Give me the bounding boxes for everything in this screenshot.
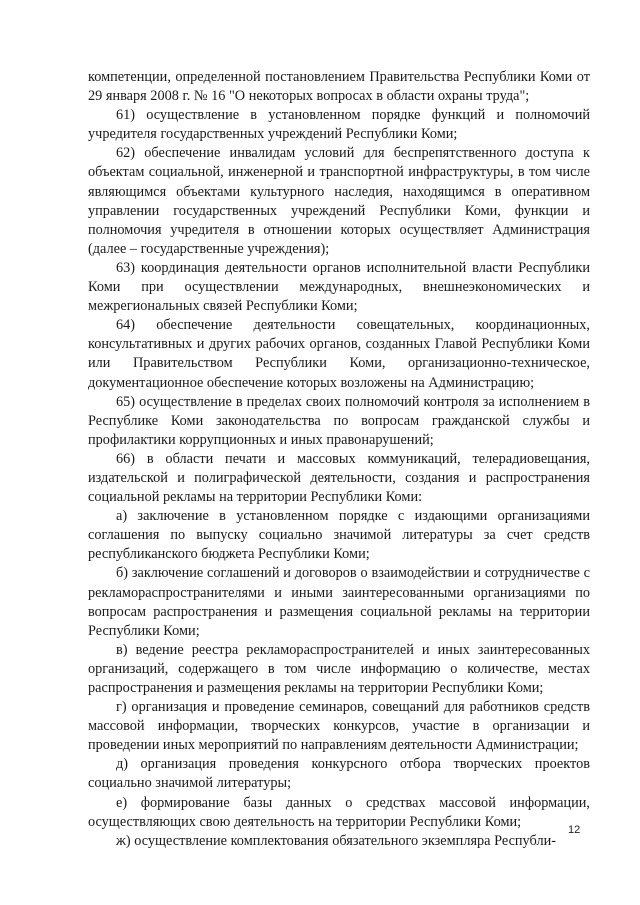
document-body [88, 68, 590, 851]
paragraph-item-63: 63) координация деятельности органов исполнительной власти Республики Коми при осуществлении международных, внешнеэкономических и межрегиональных связей Республики Коми; [88, 259, 590, 315]
subitem-v: в) ведение реестра рекламораспространителей и иных заинтересованных организаций, содержащего в том числе информацию о количестве, местах распространения и размещения рекламы на территории Республики Коми; [88, 641, 590, 696]
page-number: 12 [568, 824, 581, 836]
paragraph-item-65: 65) осуществление в пределах своих полномочий контроля за исполнением в Республике Коми законодательства по вопросам гражданской службы и профилактики коррупционных и иных правонарушений; [88, 393, 590, 448]
subitem-b: б) заключение соглашений и договоров о взаимодействии и сотрудничестве с рекламораспространителями и иными заинтересованными организациями по вопросам распространения и размещения социальной рекламы на территории Республики Коми; [88, 565, 590, 639]
paragraph-item-64: 64) обеспечение деятельности совещательных, координационных, консультативных и других рабочих органов, созданных Главой Республики Коми или Правительством Республики Коми, организационно-техническое, документационное обеспечение которых возложены на Администрацию; [88, 317, 590, 391]
paragraph-item-62: 62) обеспечение инвалидам условий для беспрепятственного доступа к объектам социальной, инженерной и транспортной инфраструктуры, в том числе являющимся объектами культурного наследия, находящимся в оперативном управлении государственных учреждений Республики Коми, функции и полномочия учредителя в отношении которых осуществляет Администрация (далее – государственные учреждения); [88, 145, 590, 257]
subitem-d: д) организация проведения конкурсного отбора творческих проектов социально значимой литературы; [88, 756, 590, 792]
paragraph-continuation: компетенции, определенной постановлением Правительства Республики Коми от 29 января 2008 г. № 16 "О некоторых вопросах в области охраны труда"; [88, 69, 590, 105]
subitem-a: а) заключение в установленном порядке с издающими организациями соглашения по выпуску социально значимой литературы за счет средств республиканского бюджета Республики Коми; [88, 508, 590, 563]
subitem-e: е) формирование базы данных о средствах массовой информации, осуществляющих свою деятельность на территории Республики Коми; [88, 794, 590, 830]
subitem-g: г) организация и проведение семинаров, совещаний для работников средств массовой информации, творческих конкурсов, участие в организации и проведении иных мероприятий по направлениям деятельности Администрации; [88, 699, 590, 754]
paragraph-item-66: 66) в области печати и массовых коммуникаций, телерадиовещания, издательской и полиграфической деятельности, создания и распространения социальной рекламы на территории Республики Коми: [88, 450, 590, 506]
paragraph-item-61: 61) осуществление в установленном порядке функций и полномочий учредителя государственных учреждений Республики Коми; [88, 107, 590, 143]
subitem-zh: ж) осуществление комплектования обязательного экземпляра Республи- [116, 832, 556, 849]
